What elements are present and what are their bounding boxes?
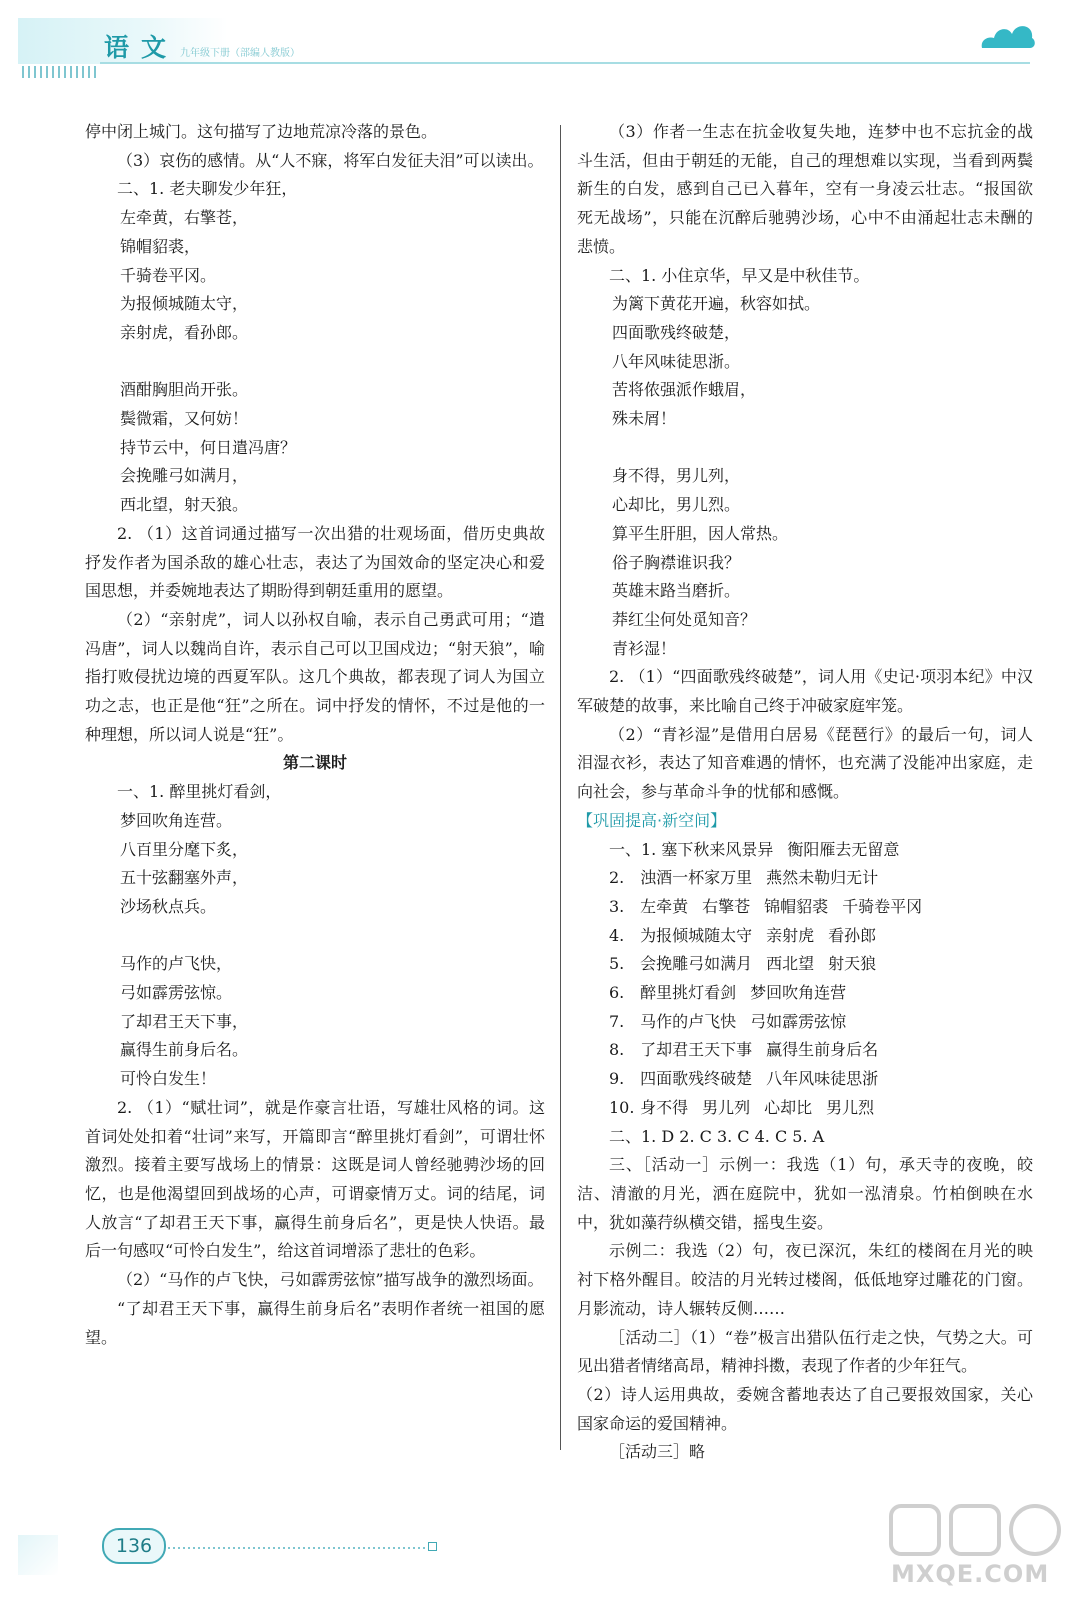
header-ticks — [22, 66, 100, 78]
poem-line: 亲射虎，看孙郎。 — [120, 322, 249, 342]
poem-line: 酒酣胸胆尚开张。 — [120, 380, 249, 400]
poem-line: 弓如霹雳弦惊。 — [120, 983, 233, 1003]
poem-line: 八年风味徒思浙。 — [612, 351, 741, 371]
paragraph: （2）诗人运用典故，委婉含蓄地表达了自己要报效国家，关心国家命运的爱国精神。 — [577, 1384, 1033, 1433]
answer-row: 一、1. 塞下秋来风景异 衡阳雁去无留意 — [609, 839, 900, 859]
paragraph: （2）“青衫湿”是借用白居易《琵琶行》的最后一句，词人泪湿衣衫，表达了知音难遇的情怀，也充满了没能冲出家庭，走向社会，参与革命斗争的忧郁和感慨。 — [577, 724, 1033, 802]
poem-line: 苦将侬强派作蛾眉， — [612, 380, 757, 400]
watermark-logo-icon — [885, 1500, 1075, 1560]
answer-row: 8. 了却君王天下事 赢得生前身后名 — [609, 1040, 879, 1060]
paragraph: ［活动三］略 — [609, 1442, 706, 1462]
paragraph: 2. （1）“赋壮词”，就是作豪言壮语，写雄壮风格的词。这首词处处扣着“壮词”来写，开篇即言“醉里挑灯看剑”，可谓壮怀激烈。接着主要写战场上的情景：这既是词人曾经驰骋沙场的回忆，也是他渴望回到战场的心声，可谓豪情万丈。词的结尾，词人放言“了却君王天下事，赢得生前身后名”，更是快人快语。最后一句感叹“可怜白发生”，给这首词增添了悲壮的色彩。 — [85, 1097, 545, 1261]
header-rule — [100, 62, 1030, 64]
poem-line: 梦回吹角连营。 — [120, 810, 233, 830]
paragraph: 示例二：我选（2）句，夜已深沉，朱红的楼阁在月光的映衬下格外醒目。皎洁的月光转过楼阁，低低地穿过雕花的门窗。月影流动，诗人辗转反侧…… — [577, 1241, 1033, 1318]
paragraph: （3）哀伤的感情。从“人不寐，将军白发征夫泪”可以读出。 — [117, 150, 544, 170]
paragraph: （3）作者一生志在抗金收复失地，连梦中也不忘抗金的战斗生活，但由于朝廷的无能，自己的理想难以实现，当看到两鬓新生的白发，感到自己已入暮年，空有一身凌云壮志。“报国欲死无战场”，只能在沉醉后驰骋沙场，心中不由涌起壮志未酬的悲愤。 — [577, 122, 1033, 256]
poem-line: 沙场秋点兵。 — [120, 896, 217, 916]
poem-line: 可怜白发生！ — [120, 1069, 217, 1089]
poem-line: 左牵黄，右擎苍， — [120, 208, 249, 228]
poem-line: 四面歌残终破楚， — [612, 322, 741, 342]
cloud-icon — [978, 14, 1038, 54]
poem-line: 会挽雕弓如满月， — [120, 466, 249, 486]
section-heading: 第二课时 — [282, 753, 347, 773]
answer-row: 9. 四面歌残终破楚 八年风味徒思浙 — [609, 1069, 879, 1089]
paragraph: （2）“亲射虎”，词人以孙权自喻，表示自己勇武可用；“遣冯唐”，词人以魏尚自许，表示自己可以卫国戍边；“射天狼”，喻指打败侵扰边境的西夏军队。这几个典故，都表现了词人为国立功之志，也正是他“狂”之所在。词中抒发的情怀，不过是他的一种理想，所以词人说是“狂”。 — [85, 609, 545, 744]
edition-label: 九年级下册（部编人教版） — [180, 48, 300, 59]
answer-row: 5. 会挽雕弓如满月 西北望 射天狼 — [609, 954, 877, 974]
poem-line: 心却比，男儿烈。 — [612, 495, 741, 515]
poem-block — [577, 262, 1033, 664]
page-number: 136 — [102, 1528, 166, 1564]
paragraph: “了却君王天下事，赢得生前身后名”表明作者统一祖国的愿望。 — [85, 1298, 545, 1347]
page-header — [0, 0, 1091, 90]
right-column — [577, 118, 1033, 1467]
poem-line: 千骑卷平冈。 — [120, 265, 217, 285]
poem-line: 八百里分麾下炙， — [120, 839, 249, 859]
poem-line: 算平生肝胆，因人常热。 — [612, 523, 789, 543]
poem-line: 锦帽貂裘， — [120, 236, 201, 256]
left-column — [85, 118, 545, 1352]
multiple-choice-answers: 二、1. D 2. C 3. C 4. C 5. A — [609, 1126, 825, 1146]
poem-line: 二、1. 小住京华，早又是中秋佳节。 — [609, 265, 870, 285]
footer-dotted-line — [168, 1547, 426, 1549]
poem-line: 身不得，男儿列， — [612, 466, 741, 486]
poem-line: 殊未屑！ — [612, 409, 677, 429]
poem-line: 二、1. 老夫聊发少年狂， — [117, 179, 298, 199]
poem-line: 赢得生前身后名。 — [120, 1040, 249, 1060]
poem-line: 五十弦翻塞外声， — [120, 868, 249, 888]
poem-line: 一、1. 醉里挑灯看剑， — [117, 782, 282, 802]
poem-line: 俗子胸襟谁识我？ — [612, 552, 741, 572]
column-divider — [560, 125, 561, 1450]
footer-square-icon — [428, 1542, 437, 1551]
poem-line: 鬓微霜，又何妨！ — [120, 409, 249, 429]
answer-row: 7. 马作的卢飞快 弓如霹雳弦惊 — [609, 1011, 847, 1031]
poem-block — [85, 175, 545, 519]
paragraph: 停中闭上城门。这句描写了边地荒凉冷落的景色。 — [85, 122, 438, 141]
section-tag-label: 【巩固提高·新空间】 — [577, 810, 727, 830]
poem-line: 莽红尘何处觅知音？ — [612, 609, 757, 629]
footer-corner-decoration — [18, 1535, 58, 1575]
paragraph: （2）“马作的卢飞快，弓如霹雳弦惊”描写战争的激烈场面。 — [117, 1270, 544, 1290]
poem-line: 了却君王天下事， — [120, 1011, 249, 1031]
poem-line: 持节云中，何日遣冯唐？ — [120, 437, 297, 457]
subject-title: 语文 — [104, 33, 179, 62]
poem-line: 为报倾城随太守， — [120, 294, 249, 314]
poem-line: 西北望，射天狼。 — [120, 495, 249, 515]
poem-line: 马作的卢飞快， — [120, 954, 233, 974]
paragraph: 三、［活动一］示例一：我选（1）句，承天寺的夜晚，皎洁、清澈的月光，洒在庭院中，犹如一泓清泉。竹柏倒映在水中，犹如藻荇纵横交错，摇曳生姿。 — [577, 1155, 1033, 1232]
answer-row: 4. 为报倾城随太守 亲射虎 看孙郎 — [609, 925, 877, 945]
answer-row: 3. 左牵黄 右擎苍 锦帽貂裘 千骑卷平冈 — [609, 896, 923, 916]
poem-line: 青衫湿！ — [612, 638, 677, 658]
answer-row: 6. 醉里挑灯看剑 梦回吹角连营 — [609, 983, 847, 1003]
paragraph: 2. （1）这首词通过描写一次出猎的壮观场面，借历史典故抒发作者为国杀敌的雄心壮志，表达了为国效命的坚定决心和爱国思想，并委婉地表达了期盼得到朝廷重用的愿望。 — [85, 523, 545, 601]
poem-line: 为篱下黄花开遍，秋容如拭。 — [612, 294, 821, 314]
poem-line: 英雄末路当磨折。 — [612, 581, 741, 601]
answer-row: 2. 浊酒一杯家万里 燕然未勒归无计 — [609, 868, 879, 888]
watermark — [885, 1500, 1075, 1590]
paragraph: 2. （1）“四面歌残终破楚”，词人用《史记·项羽本纪》中汉军破楚的故事，来比喻自己终于冲破家庭牢笼。 — [577, 667, 1033, 716]
section-tag — [577, 807, 1033, 836]
poem-block — [85, 778, 545, 1094]
paragraph: ［活动二］（1）“卷”极言出猎队伍行走之快，气势之大。可见出猎者情绪高昂，精神抖擞，表现了作者的少年狂气。 — [577, 1327, 1033, 1376]
answer-list — [577, 836, 1033, 1123]
watermark-text: MXQE.COM — [891, 1560, 1050, 1588]
answer-row: 10. 身不得 男儿列 心却比 男儿烈 — [609, 1097, 875, 1117]
